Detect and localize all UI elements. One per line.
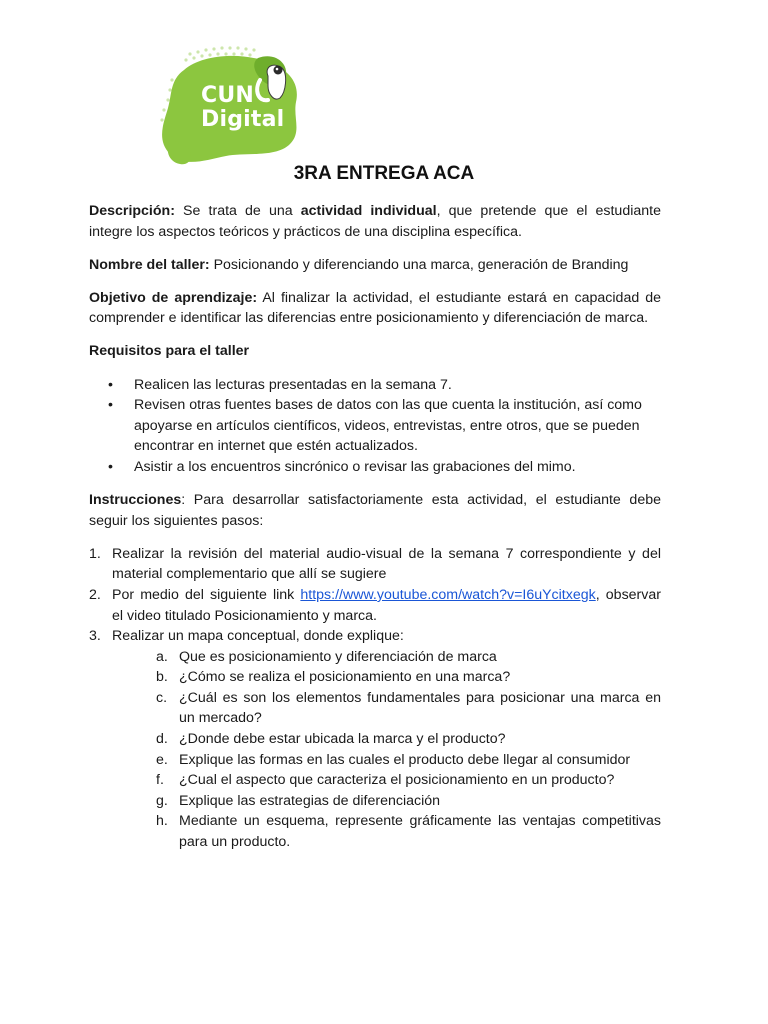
sub-step-text: Mediante un esquema, represente gráficamente las ventajas competitivas para un producto. [179,813,661,851]
instrucciones-label: Instrucciones [89,492,182,509]
sub-step-letter: e. [156,751,168,768]
nombre-paragraph [89,255,661,276]
sub-step-item [156,811,661,852]
step-item [89,626,661,853]
sub-step-text: Que es posicionamiento y diferenciación de marca [179,648,497,665]
list-item: • Revisen otras fuentes bases de datos con las que cuenta la institución, así como apoyarse en artículos científicos, videos, entrevistas, entre otros, que se pueden encontrar en internet que estén actualizados. [89,395,661,457]
descripcion-paragraph [89,201,661,242]
descripcion-label: Descripción: [89,203,175,219]
sub-step-item [156,647,661,668]
document-body [89,201,661,853]
page-title: 3RA ENTREGA ACA [293,163,475,184]
sub-step-letter: d. [156,731,168,748]
requisitos-list [89,375,661,478]
step-number: 3. [89,628,101,645]
requisitos-heading-text: Requisitos para el taller [89,343,250,360]
sub-step-text: ¿Cual el aspecto que caracteriza el posicionamiento en un producto? [179,772,615,789]
descripcion-text-2: , que pretende que el estudiante integre los aspectos teóricos y prácticos de una disciplina específica. [89,203,661,240]
instrucciones-text: : Para desarrollar satisfactoriamente esta actividad, el estudiante debe seguir los siguientes pasos: [89,492,661,529]
sub-step-letter: c. [156,689,168,706]
logo-line-2: Digital [201,107,285,132]
cun-digital-logo [150,40,310,168]
sub-step-item [156,688,661,729]
sub-step-item [156,791,661,812]
step-item [89,544,661,585]
requisitos-heading [89,341,661,362]
sub-step-letter: g. [156,792,168,809]
list-item: • Asistir a los encuentros sincrónico o revisar las grabaciones del mimo. [89,457,661,478]
sub-step-text: Explique las formas en las cuales el producto debe llegar al consumidor [179,751,631,768]
list-item: • Realicen las lecturas presentadas en la semana 7. [89,375,661,396]
objetivo-text: Al finalizar la actividad, el estudiante estará en capacidad de comprender e identificar las diferencias entre posicionamiento y diferenciación de marca. [89,289,661,327]
step-number: 1. [89,545,101,562]
step-item [89,585,661,626]
nombre-text: Posicionando y diferenciando una marca, generación de Branding [209,256,629,273]
sub-step-item [156,770,661,791]
step-text: Realizar la revisión del material audio-visual de la semana 7 correspondiente y del material complementario que allí se sugiere [112,545,661,583]
sub-step-letter: h. [156,813,168,830]
step-text-pre: Por medio del siguiente link [112,586,301,603]
steps-list [89,544,661,853]
descripcion-bold: actividad individual [300,203,437,219]
nombre-label: Nombre del taller: [89,256,210,273]
sub-step-letter: b. [156,669,168,686]
sub-step-letter: f. [156,772,164,789]
sub-step-text: ¿Cuál es son los elementos fundamentales para posicionar una marca en un mercado? [179,689,661,727]
step-text-post: , observar el video titulado Posicionamiento y marca. [112,586,661,624]
instrucciones-paragraph [89,490,661,531]
youtube-link[interactable]: https://www.youtube.com/watch?v=I6uYcitxegk [300,586,596,603]
objetivo-paragraph [89,288,661,329]
sub-step-item [156,750,661,771]
sub-step-text: ¿Donde debe estar ubicada la marca y el producto? [179,731,506,748]
step-text: Realizar un mapa conceptual, donde explique: [112,628,404,645]
logo-wordmark [201,84,284,132]
descripcion-text-1: Se trata de una [174,203,301,219]
sub-step-text: ¿Cómo se realiza el posicionamiento en una marca? [179,669,511,686]
logo-line-1: CUN [201,83,255,108]
step-number: 2. [89,586,101,603]
sub-step-text: Explique las estrategias de diferenciación [179,792,441,809]
objetivo-label: Objetivo de aprendizaje: [89,289,258,306]
sub-step-letter: a. [156,648,168,665]
sub-step-item [156,667,661,688]
sub-step-item [156,729,661,750]
sub-steps-list [112,647,661,853]
